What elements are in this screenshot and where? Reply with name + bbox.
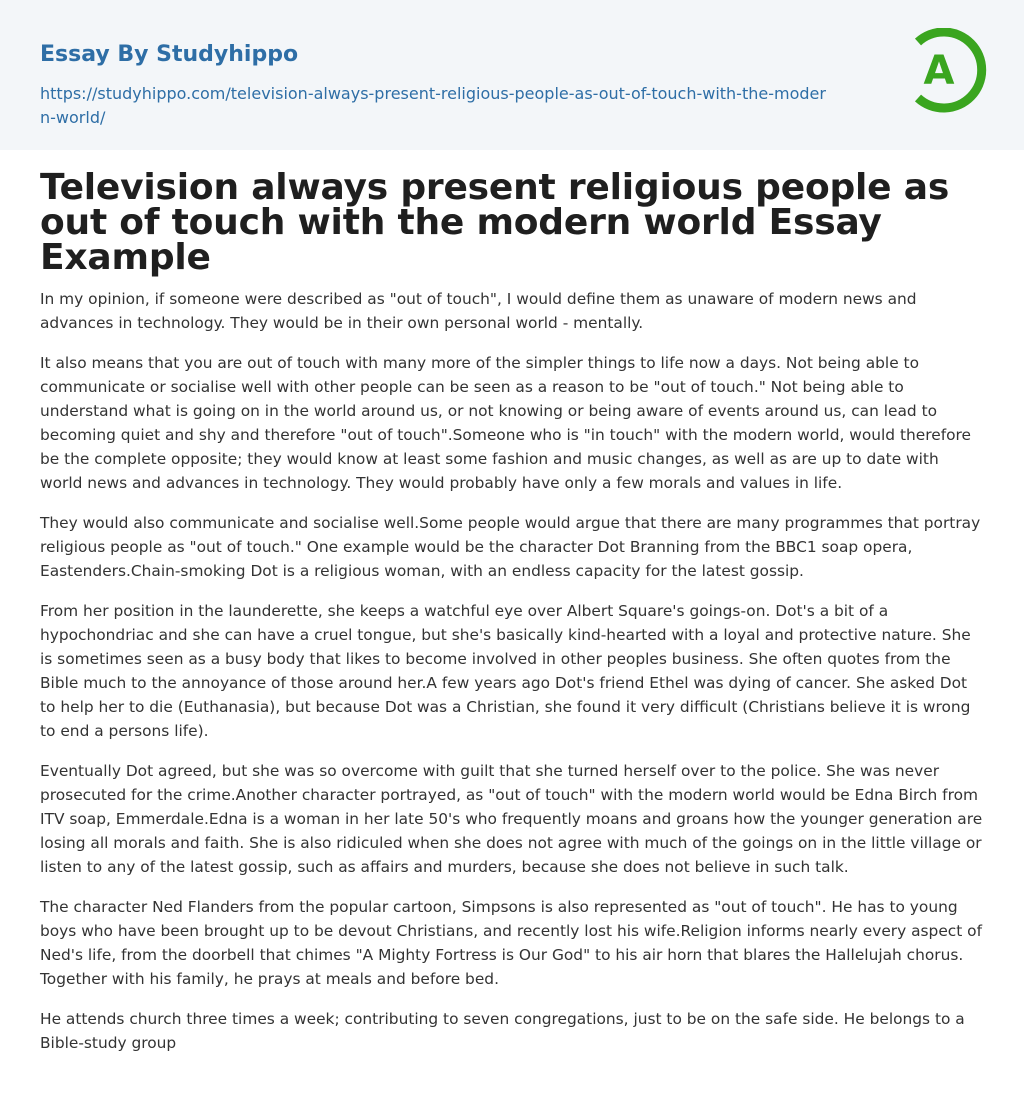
- site-brand[interactable]: Essay By Studyhippo: [40, 42, 299, 67]
- studyhippo-logo[interactable]: [910, 28, 988, 118]
- article-paragraph: They would also communicate and socialise well.Some people would argue that there are many programmes that portray religious people as "out of touch." One example would be the character Dot Branning from the BBC1 soap opera, Eastenders.Chain-smoking Dot is a religious woman, with an endless capacity for the latest gossip.: [40, 514, 981, 580]
- article-paragraph: Eventually Dot agreed, but she was so overcome with guilt that she turned herself over to the police. She was never prosecuted for the crime.Another character portrayed, as "out of touch" with the modern world would be Edna Birch from ITV soap, Emmerdale.Edna is a woman in her late 50's who frequently moans and groans how the younger generation are losing all morals and faith. She is also ridiculed when she does not agree with much of the goings on in the little village or listen to any of the latest gossip, such as affairs and murders, because she does not believe in such talk.: [40, 762, 983, 876]
- logo-letter: A: [923, 48, 955, 94]
- article-paragraph: From her position in the launderette, she keeps a watchful eye over Albert Square's goings-on. Dot's a bit of a hypochondriac and she can have a cruel tongue, but she's basically kind-hearted with a loyal and protective nature. She is sometimes seen as a busy body that likes to become involved in other peoples business. She often quotes from the Bible much to the annoyance of those around her.A few years ago Dot's friend Ethel was dying of cancer. She asked Dot to help her to die (Euthanasia), but because Dot was a Christian, she found it very difficult (Christians believe it is wrong to end a persons life).: [40, 602, 971, 740]
- article-paragraph: It also means that you are out of touch with many more of the simpler things to life now a days. Not being able to communicate or socialise well with other people can be seen as a reason to be "out of touch." Not being able to understand what is going on in the world around us, or not knowing or being aware of events around us, can lead to becoming quiet and shy and therefore "out of touch".Someone who is "in touch" with the modern world, would therefore be the complete opposite; they would know at least some fashion and music changes, as well as are up to date with world news and advances in technology. They would probably have only a few morals and values in life.: [40, 354, 971, 492]
- article-title: Television always present religious people as out of touch with the modern world Essay Example: [40, 167, 950, 278]
- logo-icon: [910, 28, 988, 118]
- article-paragraph: In my opinion, if someone were described as "out of touch", I would define them as unaware of modern news and advances in technology. They would be in their own personal world - mentally.: [40, 290, 917, 332]
- source-url-link[interactable]: https://studyhippo.com/television-always-present-religious-people-as-out-of-touch-with-the-modern-world/: [40, 84, 826, 127]
- article-paragraph: He attends church three times a week; contributing to seven congregations, just to be on the safe side. He belongs to a Bible-study group: [40, 1010, 965, 1052]
- site-header: [0, 0, 1024, 150]
- article: [0, 150, 1024, 1055]
- article-paragraph: The character Ned Flanders from the popular cartoon, Simpsons is also represented as "out of touch". He has to young boys who have been brought up to be devout Christians, and recently lost his wife.Religion informs nearly every aspect of Ned's life, from the doorbell that chimes "A Mighty Fortress is Our God" to his air horn that blares the Hallelujah chorus. Together with his family, he prays at meals and before bed.: [40, 898, 983, 988]
